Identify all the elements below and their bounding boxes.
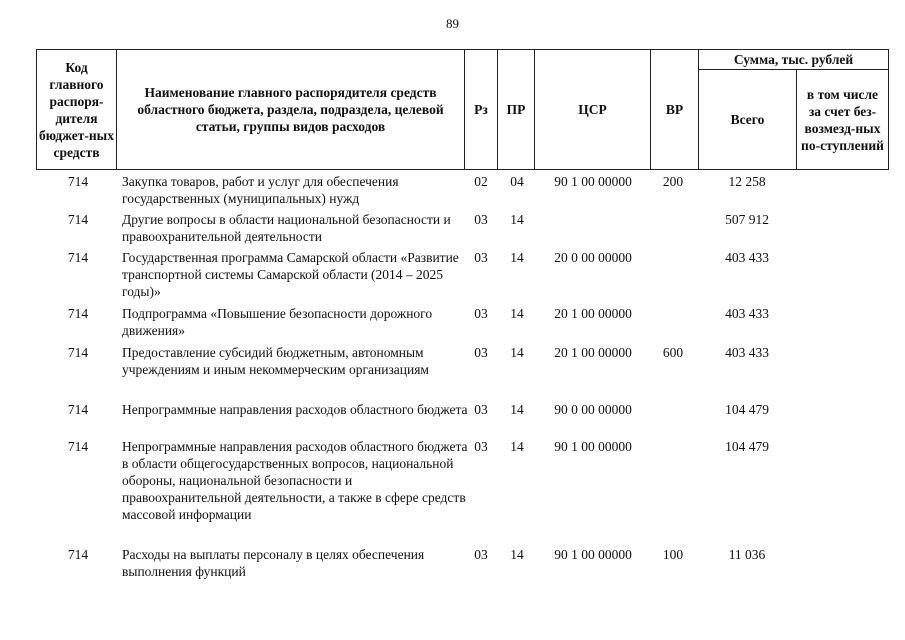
cell-total: 104 479: [725, 402, 769, 417]
cell-code: 714: [67, 250, 89, 265]
cell-rz: 02: [474, 174, 488, 189]
cell-pr: 14: [510, 547, 524, 562]
cell-csr: 90 1 00 00000: [554, 547, 632, 562]
cell-csr: 90 1 00 00000: [554, 174, 632, 189]
cell-pr: 14: [510, 212, 524, 227]
header-code: Код главного распоря-дителя бюджет-ных средств: [39, 59, 114, 160]
header-pr: ПР: [506, 102, 526, 117]
cell-total: 403 433: [725, 345, 769, 360]
cell-rz: 03: [474, 212, 488, 227]
header-vr: ВР: [665, 102, 684, 117]
cell-code: 714: [67, 174, 89, 189]
cell-rz: 03: [474, 547, 488, 562]
cell-pr: 14: [510, 306, 524, 321]
cell-total: 12 258: [728, 174, 766, 189]
cell-name: Государственная программа Самарской области «Развитие транспортной системы Самарской области (2014 – 2025 годы)»: [122, 250, 459, 299]
cell-csr: 20 1 00 00000: [554, 345, 632, 360]
cell-rz: 03: [474, 402, 488, 417]
cell-rz: 03: [474, 345, 488, 360]
page-number: 89: [446, 16, 459, 31]
cell-name: Другие вопросы в области национальной безопасности и правоохранительной деятельности: [122, 212, 451, 244]
cell-code: 714: [67, 212, 89, 227]
cell-name: Непрограммные направления расходов областного бюджета: [122, 402, 468, 417]
cell-pr: 14: [510, 250, 524, 265]
cell-name: Непрограммные направления расходов областного бюджета в области общегосударственных вопросов, национальной обороны, национальной безопасности и правоохранительной деятельности, а также в сфере средств массовой информации: [122, 439, 468, 522]
cell-rz: 03: [474, 306, 488, 321]
cell-code: 714: [67, 439, 89, 454]
cell-total: 104 479: [725, 439, 769, 454]
cell-total: 507 912: [725, 212, 769, 227]
header-total: Всего: [730, 112, 765, 127]
cell-total: 403 433: [725, 250, 769, 265]
cell-vr: 200: [662, 174, 684, 189]
cell-pr: 04: [510, 174, 524, 189]
cell-csr: 90 0 00 00000: [554, 402, 632, 417]
header-csr: ЦСР: [578, 102, 607, 117]
cell-pr: 14: [510, 402, 524, 417]
cell-pr: 14: [510, 439, 524, 454]
cell-rz: 03: [474, 439, 488, 454]
cell-code: 714: [67, 547, 89, 562]
cell-csr: 20 1 00 00000: [554, 306, 632, 321]
cell-code: 714: [67, 306, 89, 321]
cell-rz: 03: [474, 250, 488, 265]
header-rz: Рз: [474, 102, 488, 117]
cell-name: Закупка товаров, работ и услуг для обеспечения государственных (муниципальных) нужд: [122, 174, 399, 206]
cell-pr: 14: [510, 345, 524, 360]
header-name: Наименование главного распорядителя средств областного бюджета, раздела, подраздела, целевой статьи, группы видов расходов: [137, 85, 444, 134]
cell-total: 11 036: [728, 547, 766, 562]
cell-vr: 600: [662, 345, 684, 360]
cell-total: 403 433: [725, 306, 769, 321]
cell-csr: 20 0 00 00000: [554, 250, 632, 265]
header-incl: в том числе за счет без-возмезд-ных по-ступлений: [801, 86, 884, 153]
cell-code: 714: [67, 402, 89, 417]
cell-name: Подпрограмма «Повышение безопасности дорожного движения»: [122, 306, 433, 338]
cell-vr: 100: [662, 547, 684, 562]
cell-code: 714: [67, 345, 89, 360]
cell-csr: 90 1 00 00000: [554, 439, 632, 454]
cell-name: Предоставление субсидий бюджетным, автономным учреждениям и иным некоммерческим организациям: [122, 345, 429, 377]
cell-name: Расходы на выплаты персоналу в целях обеспечения выполнения функций: [122, 547, 425, 579]
header-sum: Сумма, тыс. рублей: [733, 52, 854, 67]
